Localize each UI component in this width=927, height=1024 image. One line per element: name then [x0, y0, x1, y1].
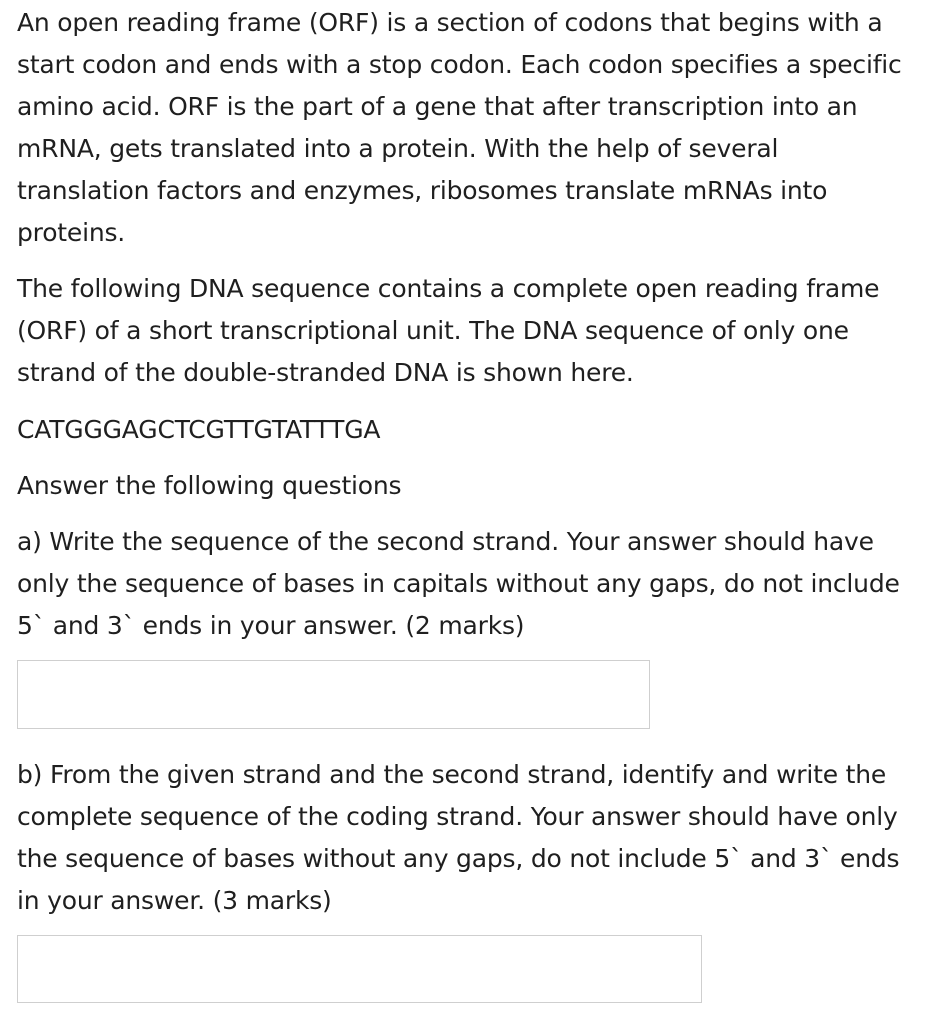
- intro-paragraph: An open reading frame (ORF) is a section of codons that begins with a start codon and ends with a stop codon. Each codon specifies a specific amino acid. ORF is the part of a gene that after transcription into an mRNA, gets translated into a protein. With the help of several translation factors and enzymes, ribosomes translate mRNAs into proteins.: [17, 8, 902, 247]
- question-b-answer-box: [17, 935, 702, 1003]
- dna-sequence: CATGGGAGCTCGTTGTATTTGA: [17, 415, 381, 444]
- question-a-text: a) Write the sequence of the second strand. Your answer should have only the sequence of bases in capitals without any gaps, do not include 5` and 3` ends in your answer. (2 marks): [17, 527, 900, 640]
- context-paragraph: The following DNA sequence contains a complete open reading frame (ORF) of a short transcriptional unit. The DNA sequence of only one strand of the double-stranded DNA is shown here.: [17, 274, 880, 387]
- question-a-answer-input[interactable]: [18, 661, 649, 728]
- question-b-answer-input[interactable]: [18, 936, 701, 1002]
- question-a-answer-box: [17, 660, 650, 729]
- instruction-text: Answer the following questions: [17, 471, 402, 500]
- question-b-text: b) From the given strand and the second strand, identify and write the complete sequence of the coding strand. Your answer should have only the sequence of bases without any gaps, do not include 5` and 3` ends in your answer. (3 marks): [17, 760, 900, 915]
